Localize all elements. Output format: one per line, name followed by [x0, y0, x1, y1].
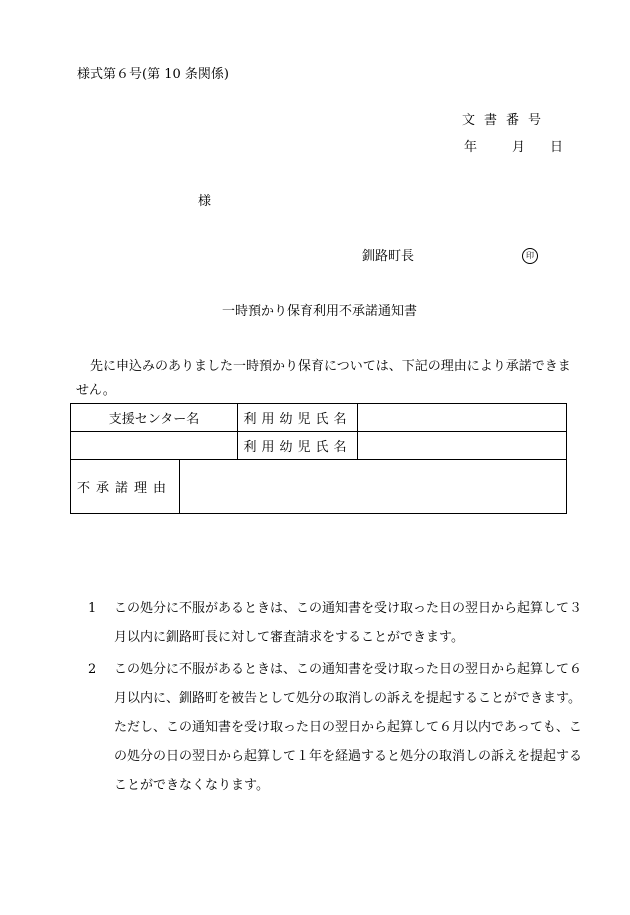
child-name-label: 利用幼児氏名: [238, 432, 358, 460]
date-line: [464, 141, 563, 154]
center-name-label: 支援センター名: [71, 404, 238, 432]
reason-label: 不承諾理由: [71, 460, 180, 514]
sender-name: 釧路町長: [362, 249, 415, 264]
reason-value-cell: [180, 460, 567, 514]
addressee-suffix: 様: [198, 194, 212, 209]
center-name-value-cell: [71, 432, 238, 460]
notes-list: [86, 597, 582, 806]
document-title: 一時預かり保育利用不承諾通知書: [222, 304, 418, 319]
child-name-label: 利用幼児氏名: [238, 404, 358, 432]
list-item: [86, 597, 582, 652]
child-name-value-cell: [358, 404, 567, 432]
info-table: [70, 403, 567, 514]
list-item: [86, 658, 582, 800]
note-text: この処分に不服があるときは、この通知書を受け取った日の翌日から起算して３月以内に釧路町長に対して審査請求をすることができます。: [114, 601, 583, 645]
note-text: この処分に不服があるときは、この通知書を受け取った日の翌日から起算して６月以内に、釧路町を被告として処分の取消しの訴えを提起することができます。ただし、この通知書を受け取った日の翌日から起算して６月以内であっても、この処分の日の翌日から起算して１年を経過すると処分の取消しの訴えを提起することができなくなります。: [114, 662, 583, 793]
document-number-label: 文書番号: [462, 113, 551, 128]
note-number: 1: [88, 601, 97, 616]
table-row: [71, 460, 567, 514]
body-text: 先に申込みのありました一時預かり保育については、下記の理由により承諾できません。: [76, 359, 571, 398]
table-row: [71, 404, 567, 432]
form-id: 様式第６号(第 10 条関係): [77, 67, 229, 82]
seal-mark: 印: [522, 248, 538, 264]
date-day-label: 日: [550, 140, 564, 155]
note-number: 2: [88, 662, 97, 677]
date-month-label: 月: [512, 140, 526, 155]
table-row: [71, 432, 567, 460]
child-name-value-cell: [358, 432, 567, 460]
date-year-label: 年: [464, 140, 478, 155]
